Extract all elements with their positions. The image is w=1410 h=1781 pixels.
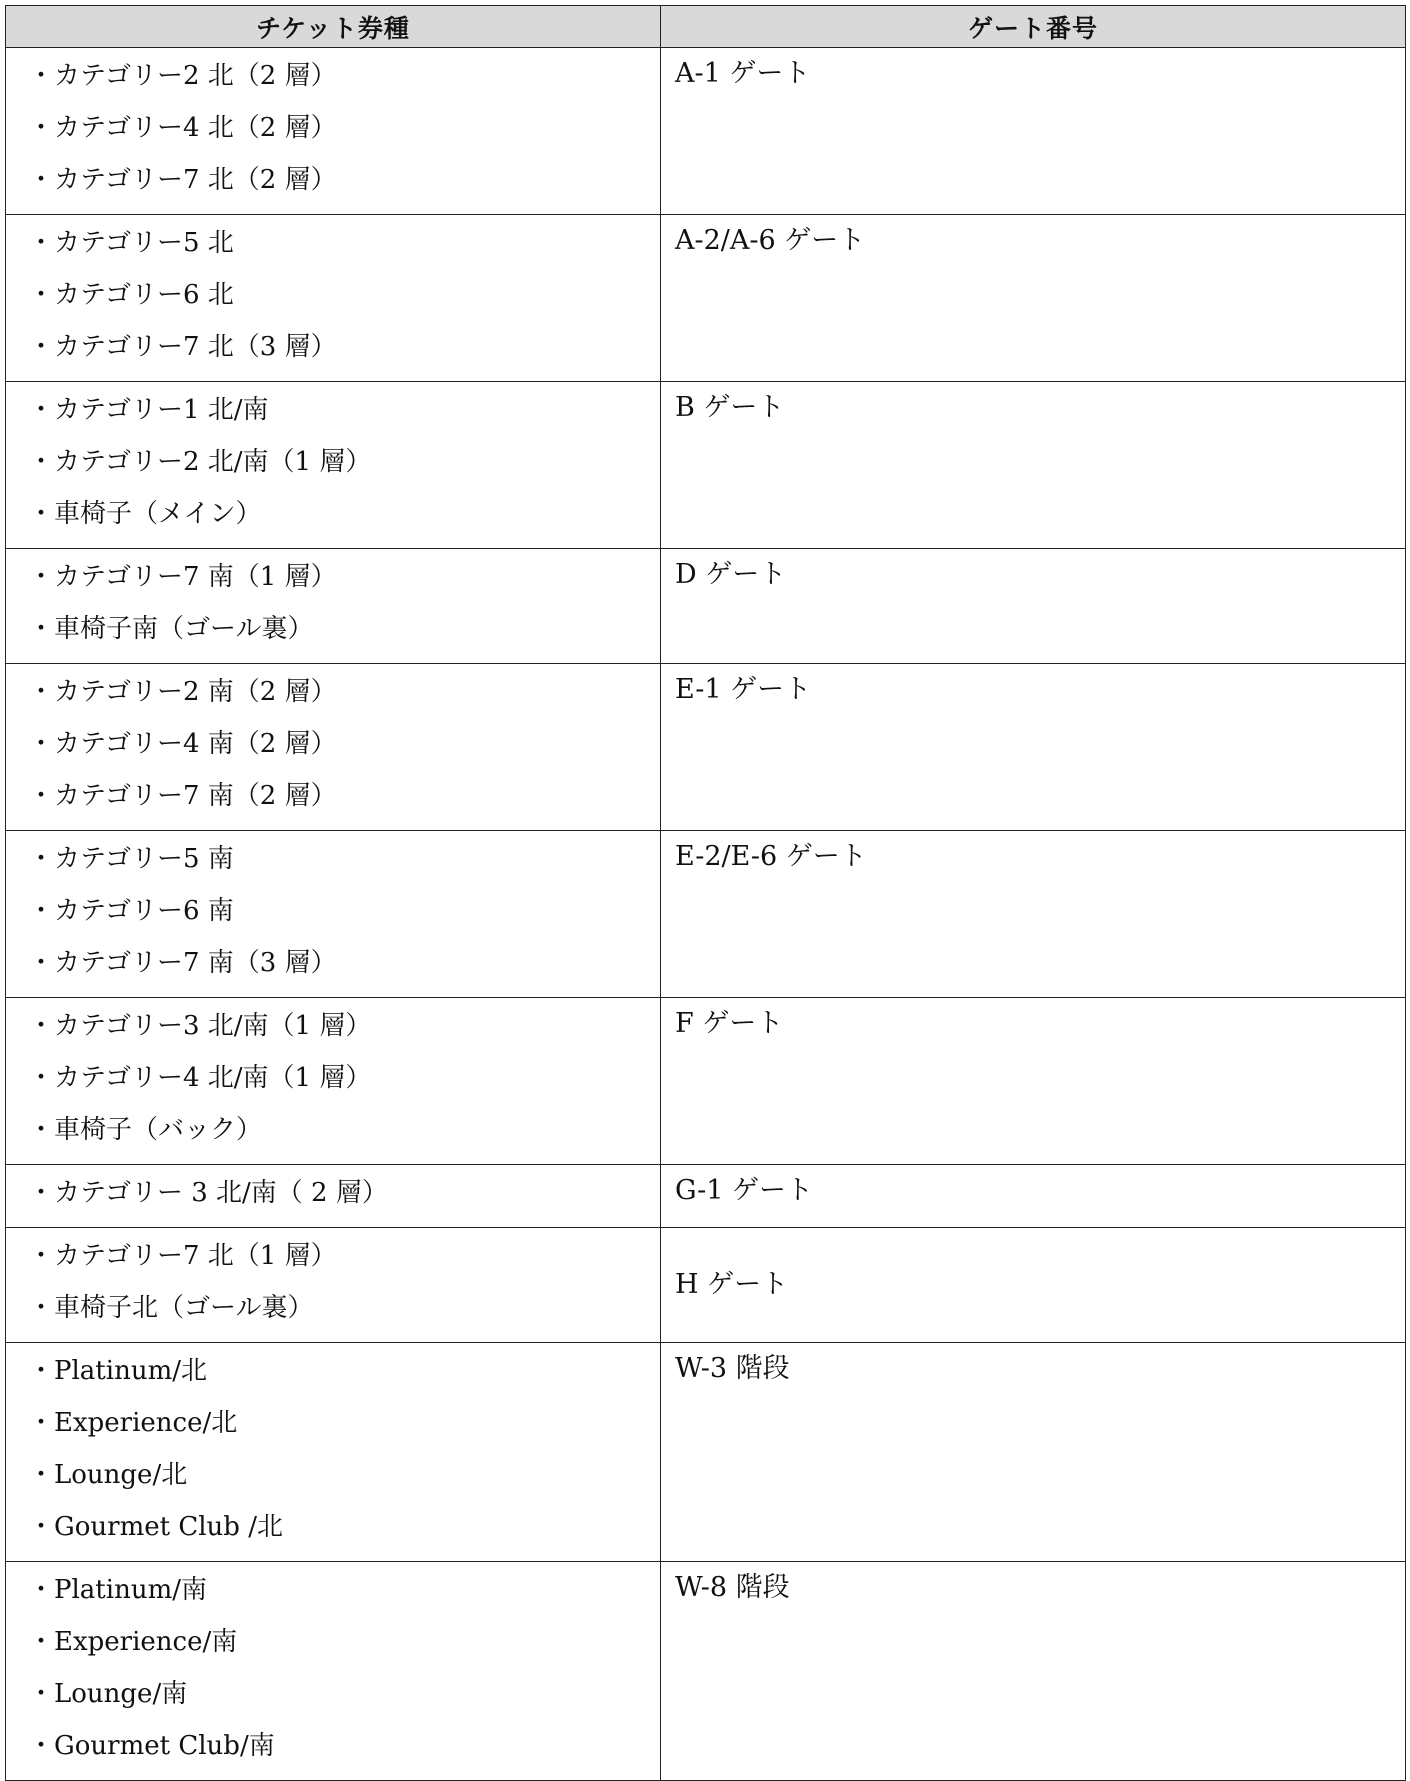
ticket-types-cell	[6, 1343, 661, 1562]
ticket-type-item: ・ カテゴリー2 北/南（1 層）	[28, 440, 660, 492]
ticket-type-item: ・ カテゴリー4 北/南（1 層）	[28, 1056, 660, 1108]
gate-number-cell: W-8 階段	[661, 1562, 1406, 1781]
ticket-type-item: ・ カテゴリー6 南	[28, 889, 660, 941]
ticket-types-cell	[6, 831, 661, 998]
ticket-type-item: ・ カテゴリー1 北/南	[28, 388, 660, 440]
table-row	[6, 1228, 1406, 1343]
ticket-type-item: ・ Experience/南	[28, 1620, 660, 1672]
ticket-type-item: ・ カテゴリー2 南（2 層）	[28, 670, 660, 722]
gate-number-cell: F ゲート	[661, 998, 1406, 1165]
gate-number-cell: E-2/E-6 ゲート	[661, 831, 1406, 998]
table-row	[6, 1562, 1406, 1781]
gate-number-cell: G-1 ゲート	[661, 1165, 1406, 1228]
ticket-type-item: ・ 車椅子北（ゴール裏）	[28, 1286, 660, 1338]
ticket-type-item: ・ カテゴリー7 南（3 層）	[28, 941, 660, 993]
gate-number-cell: H ゲート	[661, 1228, 1406, 1343]
ticket-types-cell	[6, 549, 661, 664]
ticket-type-item: ・ カテゴリー7 北（2 層）	[28, 158, 660, 210]
ticket-types-cell	[6, 48, 661, 215]
ticket-type-item: ・ カテゴリー4 南（2 層）	[28, 722, 660, 774]
table-row	[6, 831, 1406, 998]
ticket-types-cell	[6, 1228, 661, 1343]
table-row	[6, 664, 1406, 831]
ticket-type-item: ・ Gourmet Club/南	[28, 1724, 660, 1776]
ticket-type-item: ・ カテゴリー7 南（2 層）	[28, 774, 660, 826]
table-header-row	[6, 6, 1406, 48]
ticket-type-item: ・ カテゴリー7 南（1 層）	[28, 555, 660, 607]
gate-assignment-table	[5, 5, 1406, 1781]
ticket-type-item: ・ Platinum/北	[28, 1349, 660, 1401]
ticket-type-header: チケット券種	[6, 6, 661, 48]
ticket-type-item: ・ カテゴリー6 北	[28, 273, 660, 325]
ticket-type-item: ・ 車椅子（メイン）	[28, 492, 660, 544]
ticket-type-item: ・ Gourmet Club /北	[28, 1505, 660, 1557]
ticket-type-item: ・ Experience/北	[28, 1401, 660, 1453]
ticket-types-cell	[6, 1165, 661, 1228]
ticket-type-item: ・ Lounge/南	[28, 1672, 660, 1724]
ticket-type-item: ・ 車椅子南（ゴール裏）	[28, 607, 660, 659]
ticket-type-item: ・ カテゴリー4 北（2 層）	[28, 106, 660, 158]
gate-number-cell: D ゲート	[661, 549, 1406, 664]
ticket-types-cell	[6, 998, 661, 1165]
gate-number-cell: A-1 ゲート	[661, 48, 1406, 215]
gate-number-cell: W-3 階段	[661, 1343, 1406, 1562]
ticket-type-item: ・ カテゴリー 3 北/南（ 2 層）	[28, 1171, 660, 1223]
ticket-types-cell	[6, 1562, 661, 1781]
gate-number-cell: E-1 ゲート	[661, 664, 1406, 831]
table-row	[6, 1165, 1406, 1228]
table-body	[6, 48, 1406, 1781]
ticket-type-item: ・ カテゴリー5 北	[28, 221, 660, 273]
gate-number-header: ゲート番号	[661, 6, 1406, 48]
table-row	[6, 1343, 1406, 1562]
ticket-type-item: ・ Platinum/南	[28, 1568, 660, 1620]
ticket-type-item: ・ カテゴリー7 北（3 層）	[28, 325, 660, 377]
table-row	[6, 48, 1406, 215]
ticket-type-item: ・ カテゴリー2 北（2 層）	[28, 54, 660, 106]
table-row	[6, 998, 1406, 1165]
ticket-types-cell	[6, 664, 661, 831]
table-row	[6, 215, 1406, 382]
table-row	[6, 382, 1406, 549]
gate-number-cell: B ゲート	[661, 382, 1406, 549]
ticket-type-item: ・ カテゴリー7 北（1 層）	[28, 1234, 660, 1286]
gate-number-cell: A-2/A-6 ゲート	[661, 215, 1406, 382]
ticket-type-item: ・ カテゴリー5 南	[28, 837, 660, 889]
table-row	[6, 549, 1406, 664]
ticket-types-cell	[6, 215, 661, 382]
ticket-types-cell	[6, 382, 661, 549]
ticket-type-item: ・ カテゴリー3 北/南（1 層）	[28, 1004, 660, 1056]
ticket-type-item: ・ Lounge/北	[28, 1453, 660, 1505]
ticket-type-item: ・ 車椅子（バック）	[28, 1108, 660, 1160]
